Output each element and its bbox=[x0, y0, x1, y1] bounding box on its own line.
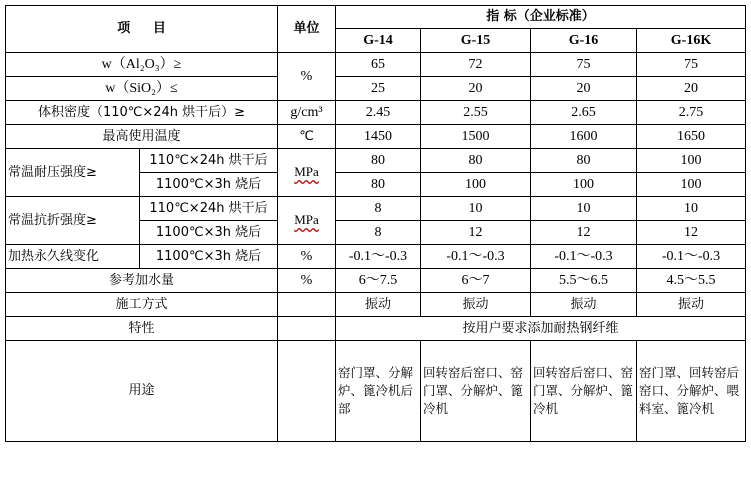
indicator-header: 指 标（企业标准） bbox=[336, 6, 746, 29]
item-header: 项 目 bbox=[6, 6, 278, 53]
row-water bbox=[6, 269, 746, 293]
cell-value: 1600 bbox=[531, 125, 637, 149]
grade-g15: G-15 bbox=[421, 29, 531, 53]
row-sio2 bbox=[6, 77, 746, 101]
mpa-unit-text: MPa bbox=[294, 212, 319, 227]
cell-value: 6～7 bbox=[421, 269, 531, 293]
cell-value: -0.1～-0.3 bbox=[637, 245, 746, 269]
water-label: 参考加水量 bbox=[6, 269, 278, 293]
cell-value: 75 bbox=[637, 53, 746, 77]
usage-unit bbox=[278, 341, 336, 442]
cell-value: 10 bbox=[637, 197, 746, 221]
cell-value: 100 bbox=[637, 149, 746, 173]
compressive-cond2: 1100℃×3h 烧后 bbox=[140, 173, 278, 197]
cell-value: 10 bbox=[421, 197, 531, 221]
row-construction bbox=[6, 293, 746, 317]
flexural-label: 常温抗折强度≥ bbox=[6, 197, 140, 245]
cell-value: 80 bbox=[336, 149, 421, 173]
row-feature bbox=[6, 317, 746, 341]
usage-value: 窑门罩、回转窑后窑口、分解炉、喂料室、篦冷机 bbox=[637, 341, 746, 442]
row-density bbox=[6, 101, 746, 125]
flexural-cond1: 110℃×24h 烘干后 bbox=[140, 197, 278, 221]
cell-value: -0.1～-0.3 bbox=[336, 245, 421, 269]
row-compressive-1 bbox=[6, 149, 746, 173]
cell-value: 2.55 bbox=[421, 101, 531, 125]
cell-value: -0.1～-0.3 bbox=[421, 245, 531, 269]
cell-value: 12 bbox=[421, 221, 531, 245]
cell-value: 100 bbox=[421, 173, 531, 197]
usage-value: 回转窑后窑口、窑门罩、分解炉、篦冷机 bbox=[531, 341, 637, 442]
cell-value: 25 bbox=[336, 77, 421, 101]
cell-value: 10 bbox=[531, 197, 637, 221]
flexural-cond2: 1100℃×3h 烧后 bbox=[140, 221, 278, 245]
mpa-unit-text: MPa bbox=[294, 164, 319, 179]
percent-unit: % bbox=[278, 53, 336, 101]
spec-table-container bbox=[5, 5, 746, 442]
feature-value: 按用户要求添加耐热钢纤维 bbox=[336, 317, 746, 341]
row-usage bbox=[6, 341, 746, 442]
cell-value: 6～7.5 bbox=[336, 269, 421, 293]
cell-value: 2.45 bbox=[336, 101, 421, 125]
usage-label: 用途 bbox=[6, 341, 278, 442]
density-unit: g/cm³ bbox=[278, 101, 336, 125]
usage-value: 窑门罩、分解炉、篦冷机后部 bbox=[336, 341, 421, 442]
al2o3-label: w（Al₂O₃）≥ bbox=[6, 53, 278, 77]
refractory-spec-table bbox=[5, 5, 746, 442]
cell-value: 20 bbox=[421, 77, 531, 101]
usage-value: 回转窑后窑口、窑门罩、分解炉、篦冷机 bbox=[421, 341, 531, 442]
row-al2o3 bbox=[6, 53, 746, 77]
cell-value: 12 bbox=[531, 221, 637, 245]
cell-value: 1500 bbox=[421, 125, 531, 149]
grade-g16: G-16 bbox=[531, 29, 637, 53]
cell-value: 72 bbox=[421, 53, 531, 77]
construction-unit bbox=[278, 293, 336, 317]
water-unit: % bbox=[278, 269, 336, 293]
feature-label: 特性 bbox=[6, 317, 278, 341]
linear-change-label: 加热永久线变化 bbox=[6, 245, 140, 269]
compressive-label: 常温耐压强度≥ bbox=[6, 149, 140, 197]
grade-g14: G-14 bbox=[336, 29, 421, 53]
feature-unit bbox=[278, 317, 336, 341]
cell-value: 100 bbox=[637, 173, 746, 197]
max-temp-label: 最高使用温度 bbox=[6, 125, 278, 149]
compressive-unit bbox=[278, 149, 336, 197]
row-linear-change bbox=[6, 245, 746, 269]
cell-value: 100 bbox=[531, 173, 637, 197]
density-label: 体积密度（110℃×24h 烘干后）≥ bbox=[6, 101, 278, 125]
cell-value: 8 bbox=[336, 221, 421, 245]
cell-value: 1650 bbox=[637, 125, 746, 149]
cell-value: 振动 bbox=[531, 293, 637, 317]
unit-header: 单位 bbox=[278, 6, 336, 53]
row-flexural-1 bbox=[6, 197, 746, 221]
cell-value: -0.1～-0.3 bbox=[531, 245, 637, 269]
cell-value: 80 bbox=[421, 149, 531, 173]
cell-value: 75 bbox=[531, 53, 637, 77]
cell-value: 80 bbox=[336, 173, 421, 197]
flexural-unit bbox=[278, 197, 336, 245]
cell-value: 20 bbox=[637, 77, 746, 101]
cell-value: 20 bbox=[531, 77, 637, 101]
row-max-temp bbox=[6, 125, 746, 149]
cell-value: 2.65 bbox=[531, 101, 637, 125]
linear-change-cond: 1100℃×3h 烧后 bbox=[140, 245, 278, 269]
grade-g16k: G-16K bbox=[637, 29, 746, 53]
cell-value: 65 bbox=[336, 53, 421, 77]
sio2-label: w（SiO₂）≤ bbox=[6, 77, 278, 101]
cell-value: 1450 bbox=[336, 125, 421, 149]
compressive-cond1: 110℃×24h 烘干后 bbox=[140, 149, 278, 173]
cell-value: 振动 bbox=[336, 293, 421, 317]
linear-change-unit: % bbox=[278, 245, 336, 269]
cell-value: 2.75 bbox=[637, 101, 746, 125]
header-row-1 bbox=[6, 6, 746, 29]
cell-value: 4.5～5.5 bbox=[637, 269, 746, 293]
construction-label: 施工方式 bbox=[6, 293, 278, 317]
cell-value: 5.5～6.5 bbox=[531, 269, 637, 293]
cell-value: 振动 bbox=[637, 293, 746, 317]
cell-value: 80 bbox=[531, 149, 637, 173]
max-temp-unit: ℃ bbox=[278, 125, 336, 149]
cell-value: 振动 bbox=[421, 293, 531, 317]
cell-value: 12 bbox=[637, 221, 746, 245]
cell-value: 8 bbox=[336, 197, 421, 221]
